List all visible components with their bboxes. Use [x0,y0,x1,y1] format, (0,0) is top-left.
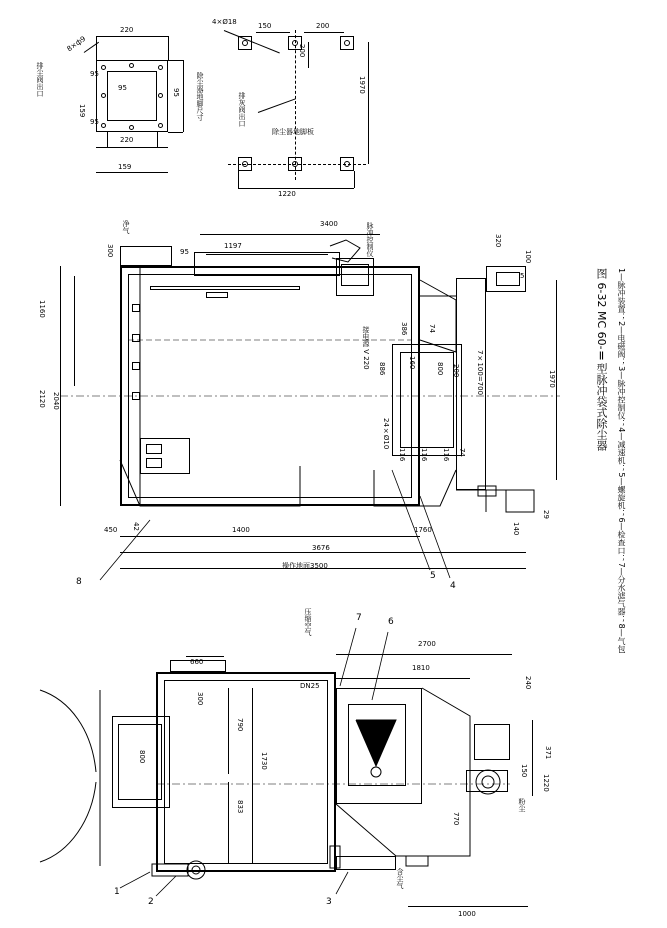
label-1160: 1160 [38,300,46,318]
label-1810: 1810 [412,664,430,672]
label-200-main: 200 [452,364,460,378]
label-1220-bottom: 1220 [542,774,550,792]
label-2700: 2700 [418,640,436,648]
label-ash-valve-outlet: 排灰阀出口 [238,92,246,127]
label-160: 160 [408,356,416,370]
label-4xd18: 4×Ø18 [212,18,237,26]
label-3400: 3400 [320,220,338,228]
label-95-main: 95 [180,248,189,256]
label-1730: 1730 [260,752,268,770]
label-anchor-dims: 除尘器地脚尺寸 [196,72,204,121]
label-dusty-gas: 含尘气 [396,868,404,889]
label-200-a: 200 [316,22,330,30]
label-220-top: 220 [120,26,134,34]
label-1220: 1220 [278,190,296,198]
dim-line [336,678,470,679]
callout-1: 1 [114,887,120,897]
figure-caption: 图 6-32 MC 60-Ⅱ型脉冲袋式除尘器 [595,268,608,451]
label-1197: 1197 [224,242,242,250]
label-7x100: 7×100=700 [476,350,484,396]
label-29: 29 [542,510,550,519]
label-1000: 1000 [458,910,476,918]
label-3676: 3676 [312,544,330,552]
label-100: 100 [524,250,532,264]
label-790: 790 [236,718,244,732]
label-drain-valve-outlet: 排尘阀出口 [36,62,44,97]
label-pulse-controller: 脉冲控制仪 [366,222,374,257]
label-95-b: 95 [118,84,127,92]
label-660: 660 [190,658,204,666]
label-200-b: 200 [298,44,306,58]
label-450: 450 [104,526,118,534]
label-300: 300 [106,244,114,258]
label-operating-floor: 操作地面3500 [282,562,328,570]
label-833: 833 [236,800,244,814]
dim-line [228,782,229,864]
callout-2: 2 [148,897,154,907]
label-116-b: 116 [420,448,428,462]
callout-8: 8 [76,577,82,587]
label-1400: 1400 [232,526,250,534]
label-2040: 2040 [52,392,60,410]
label-1970-top: 1970 [358,76,366,94]
label-95-a: 95 [90,70,99,78]
dim-line [336,654,512,655]
callout-6: 6 [388,617,394,627]
label-5-main: 5 [520,272,525,280]
label-371: 371 [544,746,552,760]
label-95-d: 95 [90,118,99,126]
label-24xd10: 24×Ø10 [382,418,390,450]
label-1970-main: 1970 [548,370,556,388]
label-116-a: 116 [398,448,406,462]
label-anchor-plate: 除尘器地脚板 [272,128,314,136]
label-2120: 2120 [38,390,46,408]
dim-line [252,688,253,864]
label-886: 886 [378,362,386,376]
label-compressed-air: 压缩空气 [304,608,312,636]
label-300-bottom: 300 [196,692,204,706]
label-800-bottom: 800 [138,750,146,764]
label-159-b: 159 [118,163,132,171]
figure-legend: 1—脉冲装置；2—电磁阀；3—脉冲控制仪；4—减速机；5—螺旋机；6—检查口；7—分水滤气器；8—气包 [617,268,626,653]
label-power-supply: 接电源 V 220 [362,326,370,370]
dim-line [186,656,224,657]
callout-4: 4 [450,581,456,591]
label-150: 150 [258,22,272,30]
label-95-c: 95 [172,88,180,97]
callout-5: 5 [430,571,436,581]
label-386: 386 [400,322,408,336]
label-dust: 粉尘 [518,798,526,812]
label-dn25: DN25 [300,682,320,690]
callout-7: 7 [356,613,362,623]
label-42: 42 [132,522,140,531]
label-74-a: 74 [428,324,436,333]
label-150-bottom: 150 [520,764,528,778]
label-116-c: 116 [442,448,450,462]
label-140: 140 [512,522,520,536]
label-800-main: 800 [436,362,444,376]
dim-line [532,720,533,796]
label-320: 320 [494,234,502,248]
callout-3: 3 [326,897,332,907]
label-770: 770 [452,812,460,826]
dim-line [408,906,528,907]
label-74-b: 74 [458,448,466,457]
label-1760: 1760 [414,526,432,534]
label-8x9: 8×ф9 [65,34,88,54]
dim-line [228,688,229,774]
label-159-a: 159 [78,104,86,118]
label-clean-air: 净气 [122,220,130,234]
label-220-bottom: 220 [120,136,134,144]
label-240: 240 [524,676,532,690]
